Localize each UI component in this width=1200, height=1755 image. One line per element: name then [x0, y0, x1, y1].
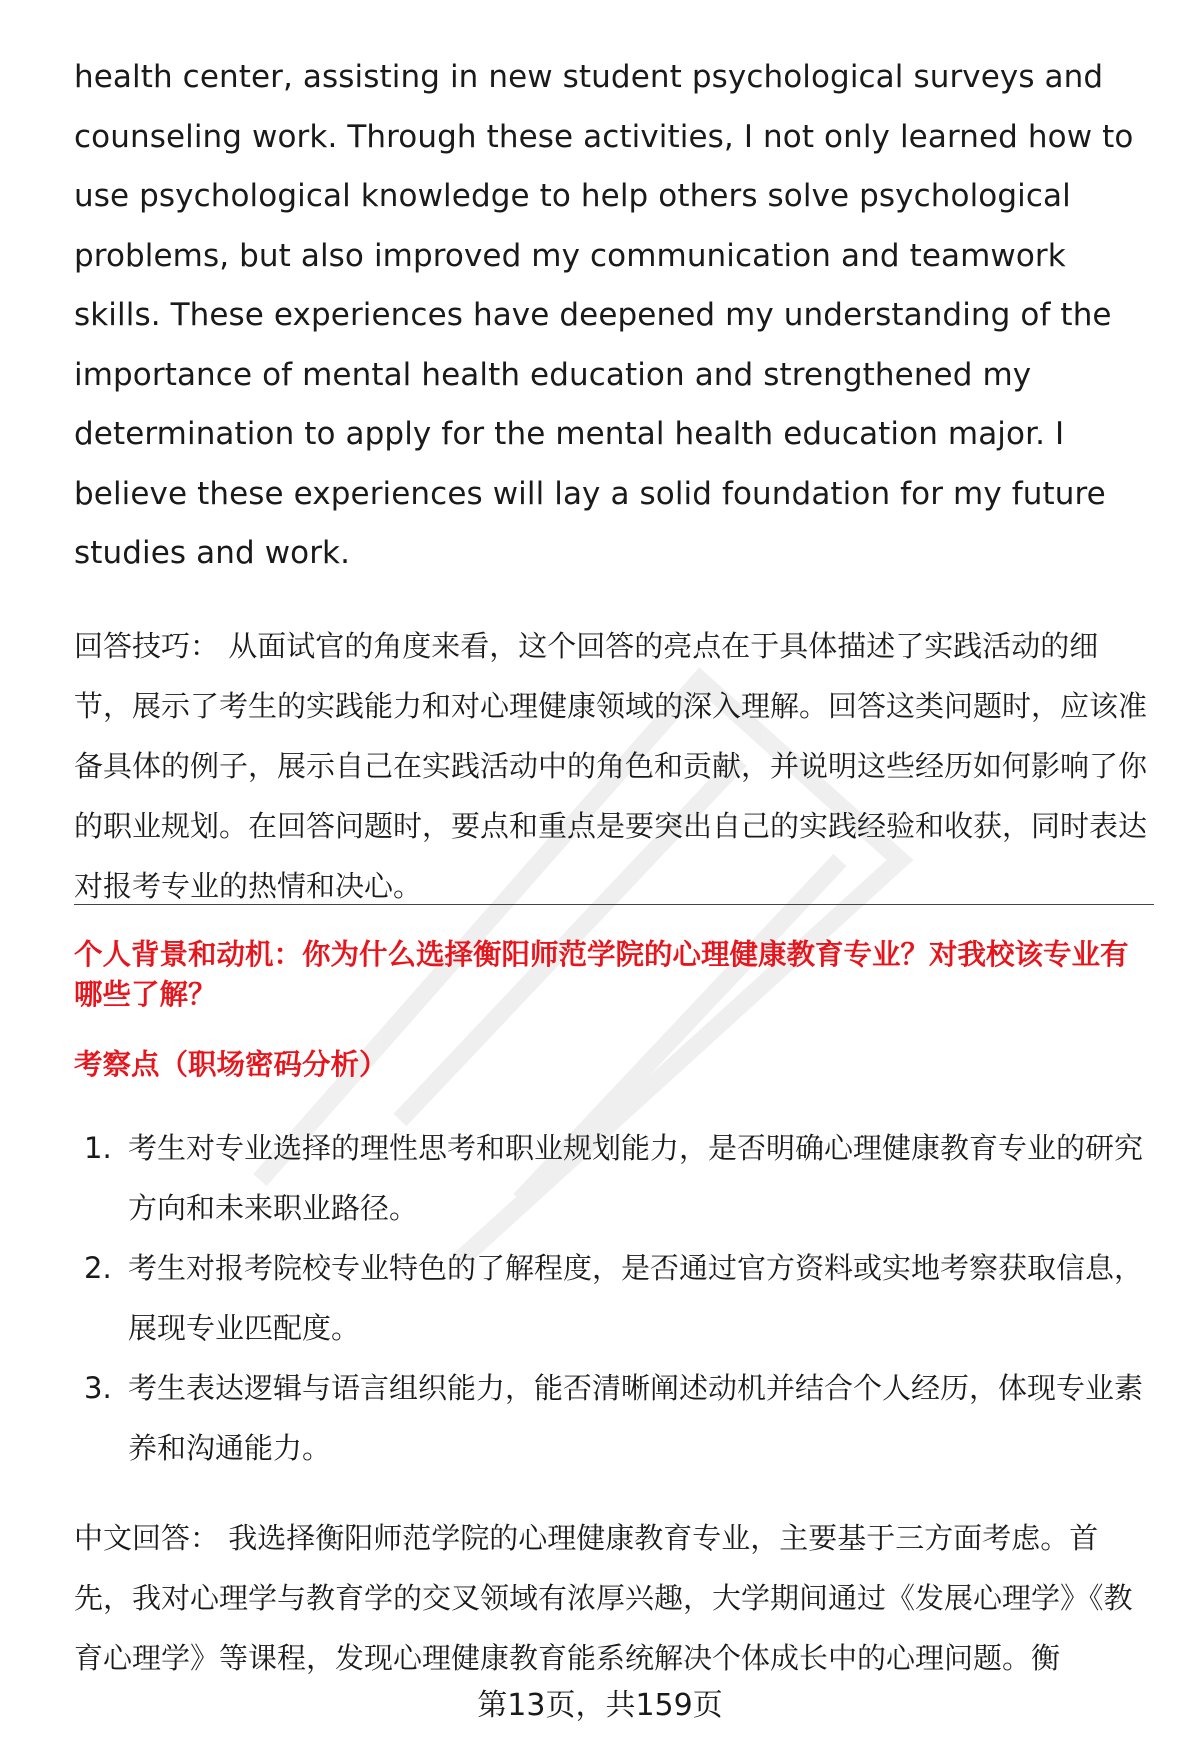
checkpoint-heading: 考察点（职场密码分析）	[74, 1048, 388, 1081]
chinese-answer-paragraph	[74, 1508, 1154, 1688]
question-heading: 个人背景和动机：你为什么选择衡阳师范学院的心理健康教育专业？对我校该专业有哪些了解？	[74, 938, 1129, 1011]
answer-tips-paragraph	[74, 616, 1154, 916]
checkpoint-list	[74, 1118, 1154, 1478]
list-item	[74, 1358, 1154, 1478]
list-item-number: 2.	[84, 1251, 112, 1285]
page-number: 第13页，共159页	[477, 1688, 723, 1723]
list-item-number: 3.	[84, 1371, 112, 1405]
tips-text: 从面试官的角度来看，这个回答的亮点在于具体描述了实践活动的细节，展示了考生的实践能力和对心理健康领域的深入理解。回答这类问题时，应该准备具体的例子，展示自己在实践活动中的角色和贡献，并说明这些经历如何影响了你的职业规划。在回答问题时，要点和重点是要突出自己的实践经验和收获，同时表达对报考专业的热情和决心。	[74, 628, 1148, 903]
list-item	[74, 1238, 1154, 1358]
chinese-answer-text: 我选择衡阳师范学院的心理健康教育专业，主要基于三方面考虑。首先，我对心理学与教育学的交叉领域有浓厚兴趣，大学期间通过《发展心理学》《教育心理学》等课程，发现心理健康教育能系统解决个体成长中的心理问题。衡	[74, 1521, 1133, 1675]
list-item-text: 考生对报考院校专业特色的了解程度，是否通过官方资料或实地考察获取信息，展现专业匹配度。	[128, 1251, 1144, 1345]
list-item	[74, 1118, 1154, 1238]
list-item-text: 考生表达逻辑与语言组织能力，能否清晰阐述动机并结合个人经历，体现专业素养和沟通能力。	[128, 1371, 1144, 1465]
chinese-answer-label: 中文回答：	[74, 1521, 220, 1555]
section-divider	[74, 904, 1154, 905]
document-body	[74, 48, 1154, 916]
list-item-number: 1.	[84, 1131, 112, 1165]
list-item-text: 考生对专业选择的理性思考和职业规划能力，是否明确心理健康教育专业的研究方向和未来职业路径。	[128, 1131, 1144, 1225]
english-answer-paragraph: health center, assisting in new student psychological surveys and counseling work. Through these activities, I not only learned how to use psychological knowledge to help others solve psychological problems, but also improved my communication and teamwork skills. These experiences have deepened my understanding of the importance of mental health education and strengthened my determination to apply for the mental health education major. I believe these experiences will lay a solid foundation for my future studies and work.	[74, 59, 1134, 571]
tips-label: 回答技巧：	[74, 628, 220, 663]
